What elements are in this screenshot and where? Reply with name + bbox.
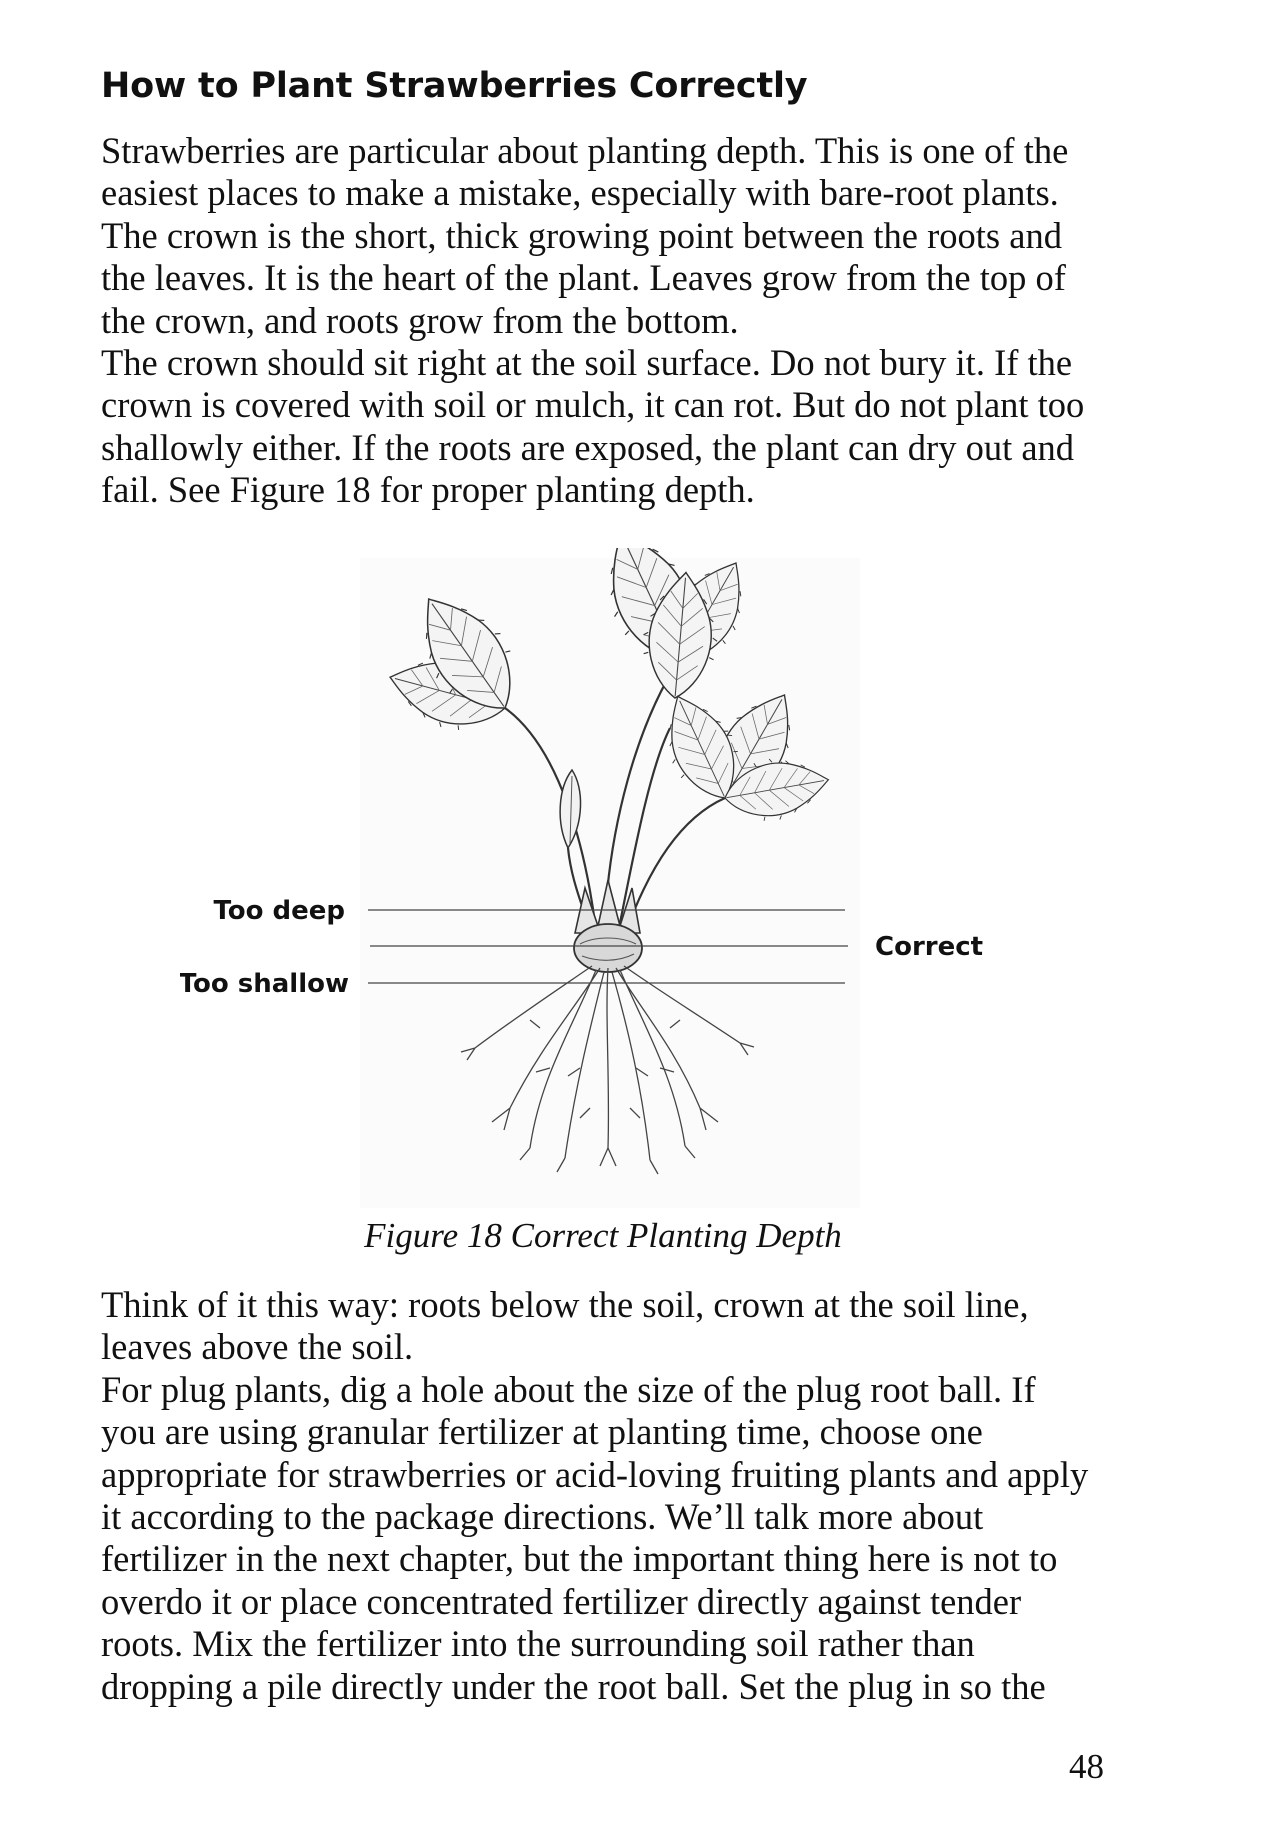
text-line: you are using granular fertilizer at planting time, choose one <box>101 1411 983 1453</box>
text-line: overdo it or place concentrated fertilizer directly against tender <box>101 1580 1022 1622</box>
text-line: roots. Mix the fertilizer into the surrounding soil rather than <box>101 1623 975 1665</box>
page-number: 48 <box>1069 1747 1104 1786</box>
body-paragraph <box>101 1284 1121 1708</box>
text-line: shallowly either. If the roots are exposed, the plant can dry out and <box>101 426 1075 468</box>
text-line: dropping a pile directly under the root ball. Set the plug in so the <box>101 1665 1046 1707</box>
text-line: it according to the package directions. We’ll talk more about <box>101 1496 984 1538</box>
text-line: easiest places to make a mistake, especially with bare-root plants. <box>101 172 1059 214</box>
planting-depth-figure <box>180 548 1040 1208</box>
text-line: For plug plants, dig a hole about the size of the plug root ball. If <box>101 1368 1036 1410</box>
text-line: crown is covered with soil or mulch, it can rot. But do not plant too <box>101 384 1085 426</box>
text-line: Think of it this way: roots below the soil, crown at the soil line, <box>101 1284 1029 1325</box>
text-line: Strawberries are particular about planting depth. This is one of the <box>101 130 1069 171</box>
text-line: appropriate for strawberries or acid-loving fruiting plants and apply <box>101 1453 1089 1495</box>
intro-paragraph <box>101 130 1121 512</box>
plant-crown <box>574 880 642 972</box>
correct-label: Correct <box>875 932 984 962</box>
text-line: fail. See Figure 18 for proper planting depth. <box>101 469 755 511</box>
text-line: the leaves. It is the heart of the plant. Leaves grow from the top of <box>101 257 1066 299</box>
section-heading: How to Plant Strawberries Correctly <box>101 66 808 106</box>
figure-caption: Figure 18 Correct Planting Depth <box>364 1216 842 1255</box>
text-line: leaves above the soil. <box>101 1326 414 1368</box>
text-line: The crown should sit right at the soil surface. Do not bury it. If the <box>101 342 1073 384</box>
text-line: The crown is the short, thick growing point between the roots and <box>101 214 1062 256</box>
too-deep-label: Too deep <box>213 896 345 926</box>
strawberry-plant-illustration <box>180 548 1040 1208</box>
too-shallow-label: Too shallow <box>180 969 349 999</box>
text-line: fertilizer in the next chapter, but the important thing here is not to <box>101 1538 1058 1580</box>
text-line: the crown, and roots grow from the bottom. <box>101 299 739 341</box>
